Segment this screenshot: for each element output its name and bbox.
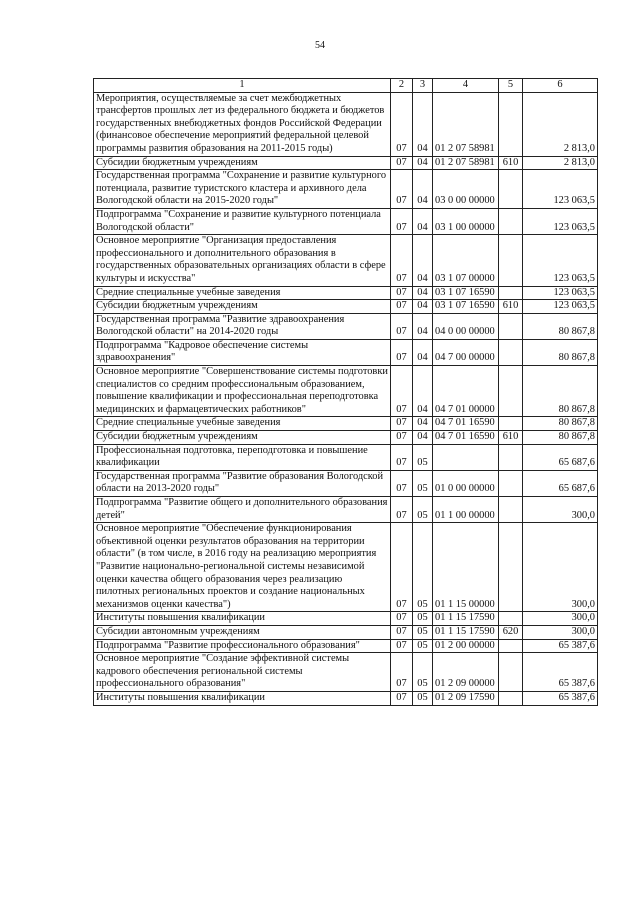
item-name-cell: Мероприятия, осуществляемые за счет межбюджетных трансфертов прошлых лет из федерального бюджета и бюджетов государственных внебюджетных фондов Российской Федерации (финансовое обеспечение мероприятий федеральной целевой программы развития образования на 2011-2015 годы) — [94, 92, 391, 156]
amount-cell: 80 867,8 — [523, 339, 598, 365]
item-name-cell: Подпрограмма "Кадровое обеспечение системы здравоохранения" — [94, 339, 391, 365]
item-name-cell: Институты повышения квалификации — [94, 612, 391, 626]
subsection-code-cell: 04 — [413, 235, 433, 286]
amount-cell: 80 867,8 — [523, 431, 598, 445]
expense-type-cell — [499, 92, 523, 156]
subsection-code-cell: 04 — [413, 339, 433, 365]
table-row — [94, 313, 598, 339]
target-article-cell: 03 1 07 16590 — [433, 300, 499, 314]
section-code-cell: 07 — [391, 612, 413, 626]
amount-cell: 300,0 — [523, 497, 598, 523]
amount-cell: 123 063,5 — [523, 300, 598, 314]
table-row — [94, 339, 598, 365]
expense-type-cell — [499, 639, 523, 653]
amount-cell: 80 867,8 — [523, 313, 598, 339]
target-article-cell: 01 2 09 00000 — [433, 653, 499, 692]
amount-cell: 65 387,6 — [523, 691, 598, 705]
target-article-cell: 04 0 00 00000 — [433, 313, 499, 339]
target-article-cell: 01 0 00 00000 — [433, 470, 499, 496]
amount-cell: 65 387,6 — [523, 653, 598, 692]
table-row — [94, 170, 598, 209]
target-article-cell: 01 1 15 17590 — [433, 612, 499, 626]
expense-type-cell — [499, 470, 523, 496]
target-article-cell: 01 1 00 00000 — [433, 497, 499, 523]
subsection-code-cell: 05 — [413, 444, 433, 470]
item-name-cell: Профессиональная подготовка, переподготовка и повышение квалификации — [94, 444, 391, 470]
amount-cell: 300,0 — [523, 612, 598, 626]
amount-cell: 65 687,6 — [523, 444, 598, 470]
subsection-code-cell: 04 — [413, 366, 433, 417]
expense-type-cell — [499, 208, 523, 234]
header-cell: 1 — [94, 79, 391, 93]
item-name-cell: Субсидии автономным учреждениям — [94, 625, 391, 639]
item-name-cell: Государственная программа "Развитие здравоохранения Вологодской области" на 2014-2020 годы — [94, 313, 391, 339]
section-code-cell: 07 — [391, 653, 413, 692]
item-name-cell: Подпрограмма "Развитие общего и дополнительного образования детей" — [94, 497, 391, 523]
item-name-cell: Средние специальные учебные заведения — [94, 417, 391, 431]
section-code-cell: 07 — [391, 431, 413, 445]
expense-type-cell: 610 — [499, 156, 523, 170]
item-name-cell: Средние специальные учебные заведения — [94, 286, 391, 300]
subsection-code-cell: 04 — [413, 92, 433, 156]
amount-cell: 65 387,6 — [523, 639, 598, 653]
subsection-code-cell: 04 — [413, 208, 433, 234]
subsection-code-cell: 04 — [413, 431, 433, 445]
amount-cell: 300,0 — [523, 625, 598, 639]
subsection-code-cell: 04 — [413, 300, 433, 314]
table-row — [94, 612, 598, 626]
table-row — [94, 156, 598, 170]
section-code-cell: 07 — [391, 523, 413, 612]
target-article-cell: 04 7 01 00000 — [433, 366, 499, 417]
amount-cell: 80 867,8 — [523, 417, 598, 431]
table-row — [94, 300, 598, 314]
item-name-cell: Государственная программа "Развитие образования Вологодской области на 2013-2020 годы" — [94, 470, 391, 496]
target-article-cell: 04 7 01 16590 — [433, 417, 499, 431]
target-article-cell: 04 7 01 16590 — [433, 431, 499, 445]
subsection-code-cell: 04 — [413, 417, 433, 431]
expense-type-cell — [499, 444, 523, 470]
table-row — [94, 470, 598, 496]
target-article-cell: 01 2 09 17590 — [433, 691, 499, 705]
expense-type-cell: 620 — [499, 625, 523, 639]
item-name-cell: Государственная программа "Сохранение и развитие культурного потенциала, развитие туристского кластера и архивного дела Вологодской области на 2015-2020 годы" — [94, 170, 391, 209]
header-cell: 5 — [499, 79, 523, 93]
section-code-cell: 07 — [391, 286, 413, 300]
expense-type-cell: 610 — [499, 431, 523, 445]
table-row — [94, 523, 598, 612]
amount-cell: 300,0 — [523, 523, 598, 612]
section-code-cell: 07 — [391, 444, 413, 470]
section-code-cell: 07 — [391, 417, 413, 431]
target-article-cell: 01 1 15 17590 — [433, 625, 499, 639]
header-cell: 2 — [391, 79, 413, 93]
amount-cell: 2 813,0 — [523, 92, 598, 156]
expense-type-cell — [499, 366, 523, 417]
item-name-cell: Подпрограмма "Сохранение и развитие культурного потенциала Вологодской области" — [94, 208, 391, 234]
expense-type-cell — [499, 612, 523, 626]
header-cell: 6 — [523, 79, 598, 93]
section-code-cell: 07 — [391, 366, 413, 417]
expense-type-cell — [499, 653, 523, 692]
table-row — [94, 208, 598, 234]
budget-table — [93, 78, 598, 706]
section-code-cell: 07 — [391, 235, 413, 286]
table-row — [94, 286, 598, 300]
amount-cell: 123 063,5 — [523, 208, 598, 234]
amount-cell: 80 867,8 — [523, 366, 598, 417]
amount-cell: 2 813,0 — [523, 156, 598, 170]
page-number: 54 — [315, 40, 325, 51]
item-name-cell: Институты повышения квалификации — [94, 691, 391, 705]
subsection-code-cell: 04 — [413, 313, 433, 339]
table-row — [94, 417, 598, 431]
table-row — [94, 235, 598, 286]
expense-type-cell — [499, 691, 523, 705]
table-row — [94, 366, 598, 417]
target-article-cell: 03 1 07 16590 — [433, 286, 499, 300]
target-article-cell: 01 1 15 00000 — [433, 523, 499, 612]
expense-type-cell — [499, 523, 523, 612]
section-code-cell: 07 — [391, 170, 413, 209]
item-name-cell: Подпрограмма "Развитие профессионального образования" — [94, 639, 391, 653]
target-article-cell: 03 1 00 00000 — [433, 208, 499, 234]
expense-type-cell — [499, 170, 523, 209]
table-row — [94, 625, 598, 639]
target-article-cell: 01 2 00 00000 — [433, 639, 499, 653]
section-code-cell: 07 — [391, 470, 413, 496]
section-code-cell: 07 — [391, 497, 413, 523]
item-name-cell: Субсидии бюджетным учреждениям — [94, 431, 391, 445]
target-article-cell: 04 7 00 00000 — [433, 339, 499, 365]
table-header-row — [94, 79, 598, 93]
subsection-code-cell: 04 — [413, 170, 433, 209]
table-row — [94, 653, 598, 692]
subsection-code-cell: 05 — [413, 691, 433, 705]
subsection-code-cell: 05 — [413, 625, 433, 639]
item-name-cell: Основное мероприятие "Организация предоставления профессионального и дополнительного образования в государственных образовательных организациях области в сфере культуры и искусства" — [94, 235, 391, 286]
amount-cell: 123 063,5 — [523, 286, 598, 300]
expense-type-cell — [499, 339, 523, 365]
subsection-code-cell: 05 — [413, 497, 433, 523]
target-article-cell: 03 1 07 00000 — [433, 235, 499, 286]
section-code-cell: 07 — [391, 208, 413, 234]
section-code-cell: 07 — [391, 300, 413, 314]
section-code-cell: 07 — [391, 313, 413, 339]
amount-cell: 123 063,5 — [523, 235, 598, 286]
target-article-cell — [433, 444, 499, 470]
section-code-cell: 07 — [391, 639, 413, 653]
target-article-cell: 03 0 00 00000 — [433, 170, 499, 209]
table-row — [94, 92, 598, 156]
target-article-cell: 01 2 07 58981 — [433, 92, 499, 156]
subsection-code-cell: 05 — [413, 470, 433, 496]
item-name-cell: Основное мероприятие "Обеспечение функционирования объективной оценки результатов образования на территории области" (в том числе, в 2016 году на реализацию мероприятия "Развитие национально-региональной системы независимой оценки качества общего образования через реализацию пилотных региональных проектов и создание национальных механизмов оценки качества") — [94, 523, 391, 612]
table-row — [94, 444, 598, 470]
table-row — [94, 691, 598, 705]
subsection-code-cell: 05 — [413, 612, 433, 626]
subsection-code-cell: 05 — [413, 653, 433, 692]
section-code-cell: 07 — [391, 691, 413, 705]
amount-cell: 123 063,5 — [523, 170, 598, 209]
expense-type-cell — [499, 286, 523, 300]
section-code-cell: 07 — [391, 156, 413, 170]
item-name-cell: Субсидии бюджетным учреждениям — [94, 156, 391, 170]
section-code-cell: 07 — [391, 625, 413, 639]
table-row — [94, 497, 598, 523]
section-code-cell: 07 — [391, 339, 413, 365]
expense-type-cell — [499, 417, 523, 431]
target-article-cell: 01 2 07 58981 — [433, 156, 499, 170]
amount-cell: 65 687,6 — [523, 470, 598, 496]
table-row — [94, 639, 598, 653]
subsection-code-cell: 04 — [413, 286, 433, 300]
subsection-code-cell: 04 — [413, 156, 433, 170]
table-body — [94, 92, 598, 705]
item-name-cell: Основное мероприятие "Совершенствование системы подготовки специалистов со средним профессиональным образованием, повышение квалификации и профессиональная переподготовка медицинских и фармацевтических работников" — [94, 366, 391, 417]
header-cell: 4 — [433, 79, 499, 93]
item-name-cell: Основное мероприятие "Создание эффективной системы кадрового обеспечения региональной системы профессионального образования" — [94, 653, 391, 692]
expense-type-cell — [499, 313, 523, 339]
expense-type-cell: 610 — [499, 300, 523, 314]
table-row — [94, 431, 598, 445]
subsection-code-cell: 05 — [413, 639, 433, 653]
expense-type-cell — [499, 235, 523, 286]
header-cell: 3 — [413, 79, 433, 93]
expense-type-cell — [499, 497, 523, 523]
subsection-code-cell: 05 — [413, 523, 433, 612]
item-name-cell: Субсидии бюджетным учреждениям — [94, 300, 391, 314]
section-code-cell: 07 — [391, 92, 413, 156]
